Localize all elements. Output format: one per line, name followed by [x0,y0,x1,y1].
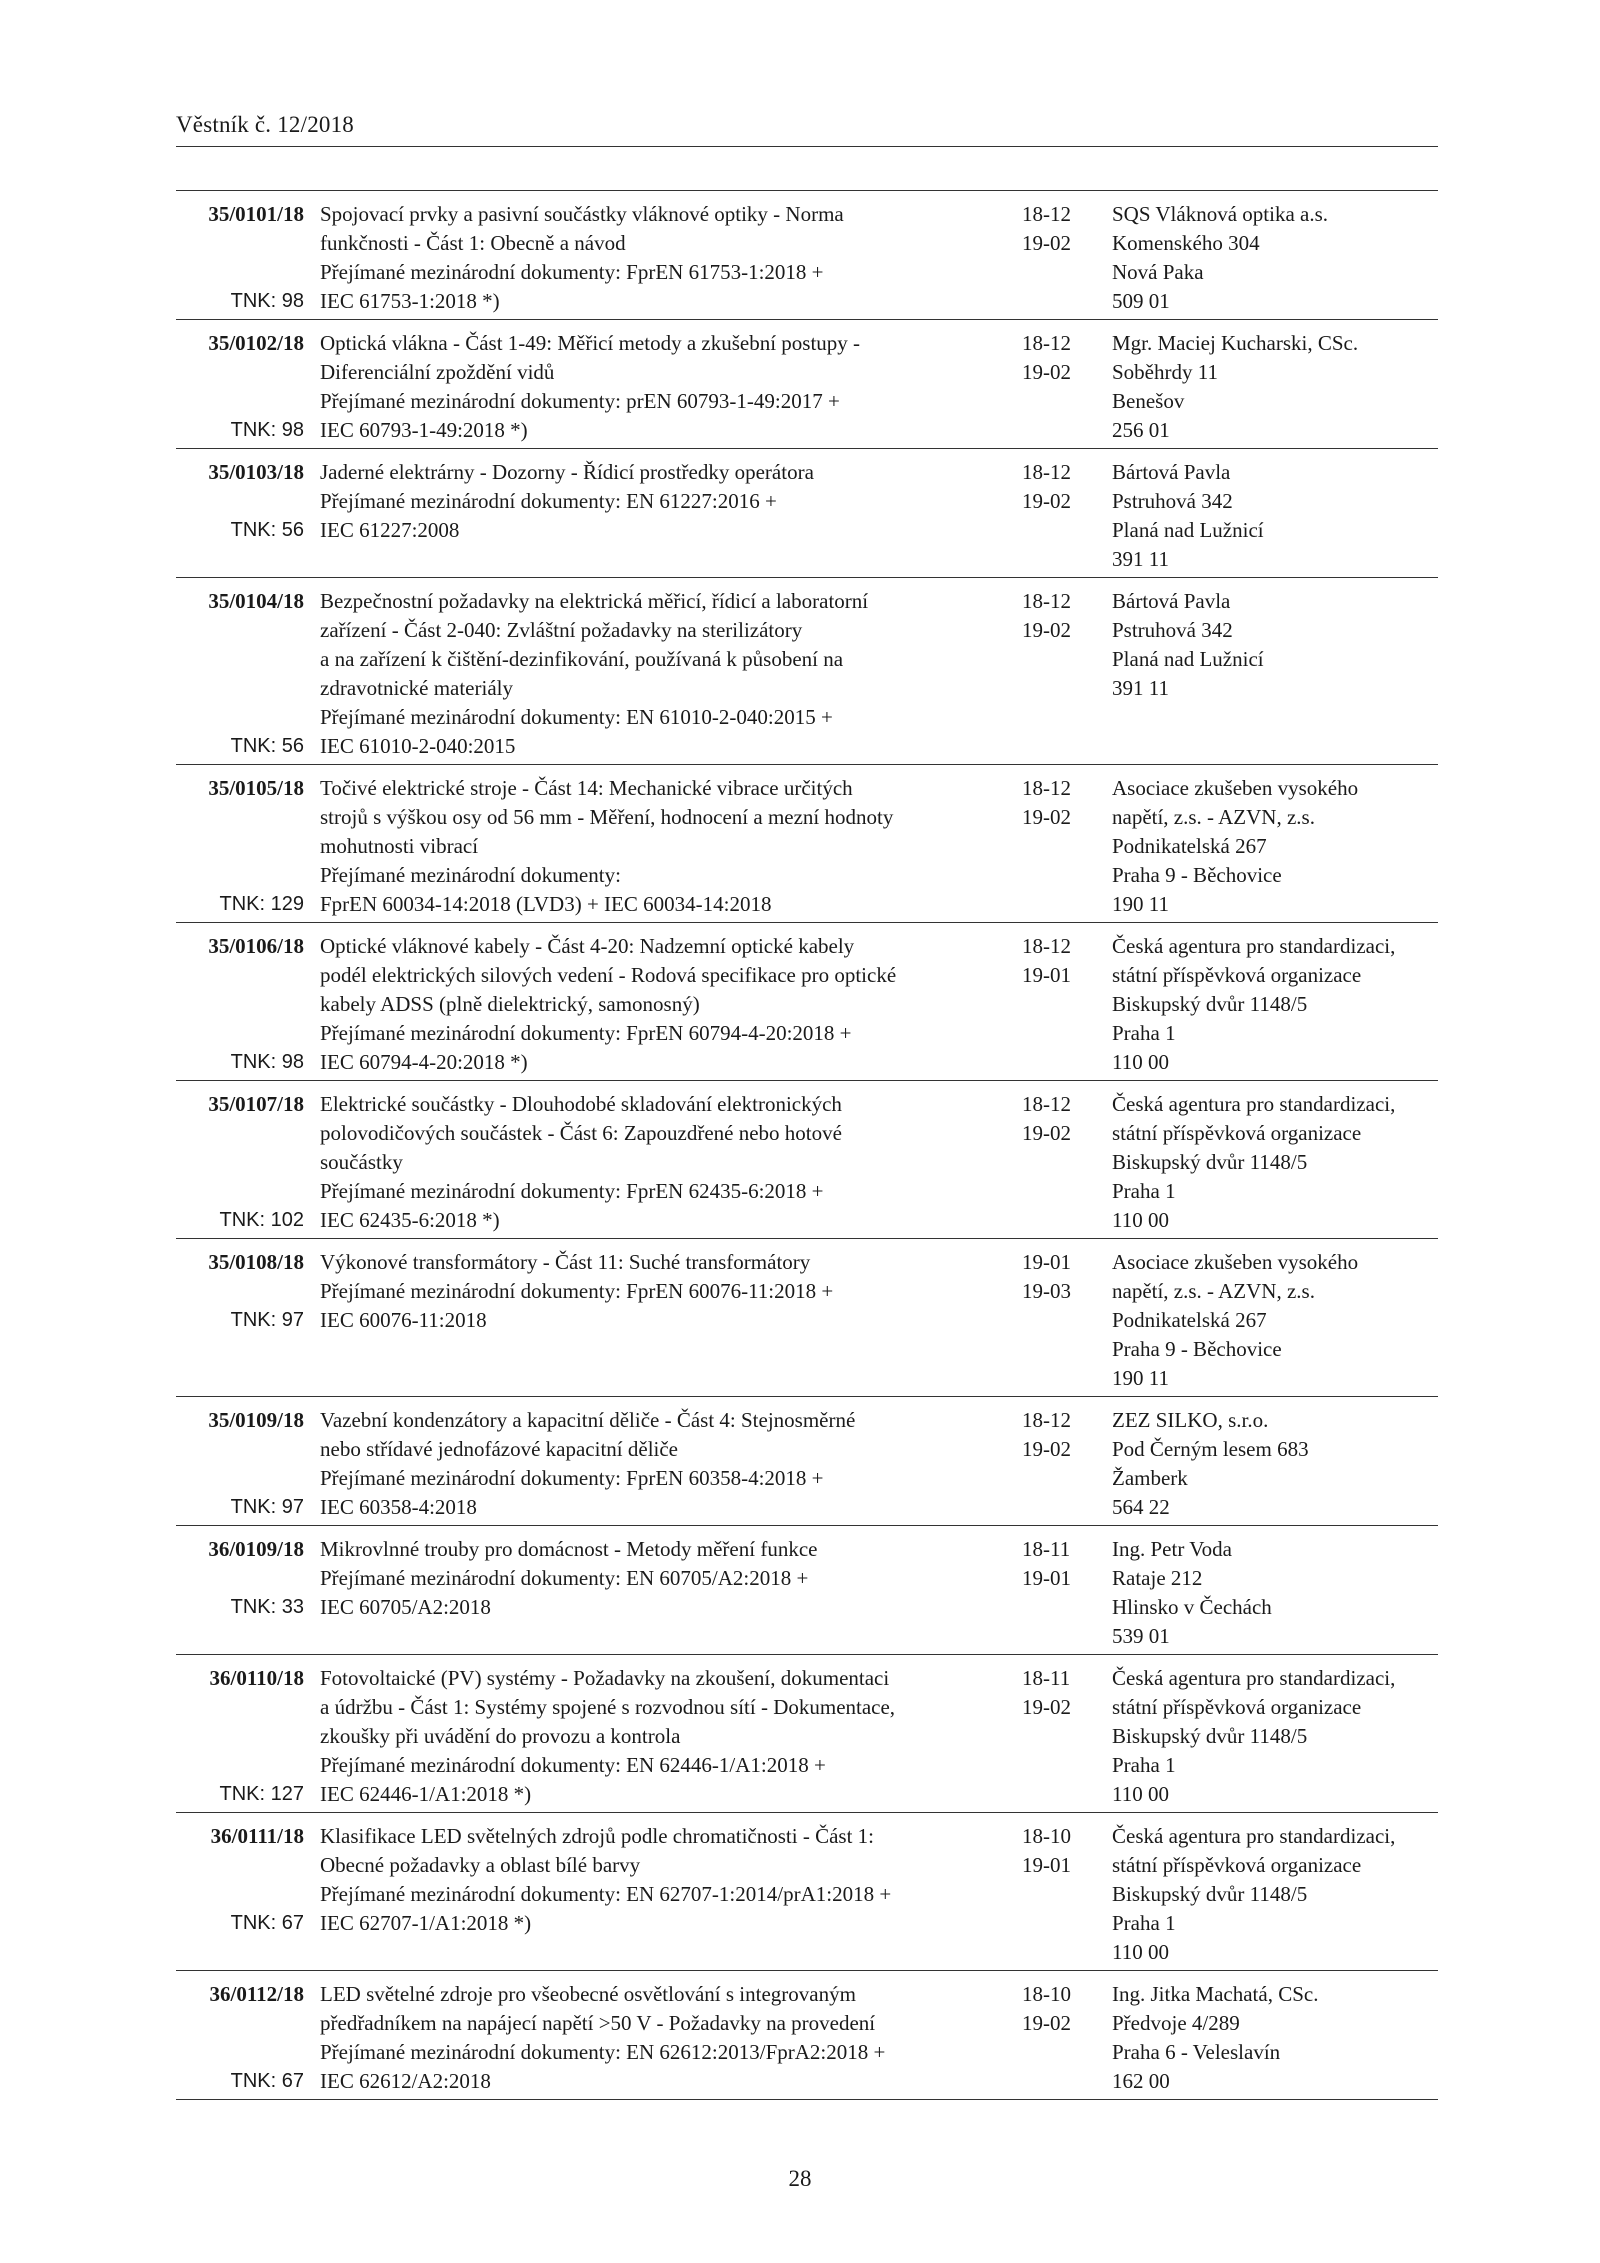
entry-processor-line: 564 22 [1112,1495,1170,1519]
entry-title-line: Přejímané mezinárodní dokumenty: EN 62707-1:2014/prA1:2018 + [320,1882,892,1906]
entry-title-cell [320,765,1022,923]
entry-date: 19-01 [1022,1853,1071,1877]
entry-processor-line: Česká agentura pro standardizaci, [1112,934,1396,958]
entry-title-line: Přejímané mezinárodní dokumenty: [320,863,621,887]
entry-dates-cell [1022,1239,1112,1397]
entry-tnk: TNK: 67 [230,2070,304,2092]
entry-title-line: nebo střídavé jednofázové kapacitní děliče [320,1437,679,1461]
entry-dates-cell [1022,191,1112,320]
entry-processor-line: 256 01 [1112,418,1170,442]
entry-title-line: zkoušky při uvádění do provozu a kontrola [320,1724,681,1748]
entry-date: 19-03 [1022,1279,1071,1303]
entry-title-line: Optické vláknové kabely - Část 4-20: Nadzemní optické kabely [320,934,855,958]
table-row [176,1655,1438,1813]
page-number: 28 [788,2166,812,2191]
entry-title-line: Točivé elektrické stroje - Část 14: Mechanické vibrace určitých [320,776,853,800]
entry-dates-cell [1022,1813,1112,1971]
entry-processor-line: 110 00 [1112,1940,1169,1964]
entry-title-line: Bezpečnostní požadavky na elektrická měřicí, řídicí a laboratorní [320,589,869,613]
entry-processor-cell [1112,320,1438,449]
entry-title-cell [320,191,1022,320]
entry-processor-line: 190 11 [1112,892,1169,916]
entry-date: 19-02 [1022,1437,1071,1461]
entry-id: 35/0105/18 [208,776,304,800]
entry-processor-line: Asociace zkušeben vysokého [1112,776,1359,800]
entry-date: 18-12 [1022,776,1071,800]
entry-processor-line: 190 11 [1112,1366,1169,1390]
entry-processor-cell [1112,578,1438,765]
entry-tnk: TNK: 98 [230,290,304,312]
entry-id-cell [176,449,320,578]
entry-processor-line: Česká agentura pro standardizaci, [1112,1666,1396,1690]
standards-table [176,190,1438,2100]
entry-processor-line: státní příspěvková organizace [1112,963,1362,987]
entry-title-cell [320,1813,1022,1971]
entry-id: 35/0102/18 [208,331,304,355]
entry-date: 18-11 [1022,1537,1071,1561]
entry-dates-cell [1022,1397,1112,1526]
entry-title-line: Optická vlákna - Část 1-49: Měřicí metody a zkušební postupy - [320,331,861,355]
entry-processor-line: Česká agentura pro standardizaci, [1112,1824,1396,1848]
entry-title-cell [320,578,1022,765]
entry-processor-line: ZEZ SILKO, s.r.o. [1112,1408,1269,1432]
entry-tnk: TNK: 56 [230,735,304,757]
table-row [176,1397,1438,1526]
entry-title-line: Přejímané mezinárodní dokumenty: FprEN 61753-1:2018 + [320,260,824,284]
entry-date: 18-12 [1022,331,1071,355]
entry-date: 19-02 [1022,360,1071,384]
table-row [176,923,1438,1081]
entry-dates-cell [1022,320,1112,449]
entry-title-line: Klasifikace LED světelných zdrojů podle chromatičnosti - Část 1: [320,1824,875,1848]
table-row [176,578,1438,765]
entry-id: 35/0109/18 [208,1408,304,1432]
entry-id-cell [176,1655,320,1813]
entry-processor-line: Žamberk [1112,1466,1188,1490]
entry-tnk: TNK: 127 [219,1783,304,1805]
entry-tnk: TNK: 97 [230,1309,304,1331]
entry-date: 18-12 [1022,202,1071,226]
entry-processor-line: 539 01 [1112,1624,1170,1648]
entry-title-line: IEC 60076-11:2018 [320,1308,487,1332]
entry-dates-cell [1022,1526,1112,1655]
entry-title-line: IEC 62612/A2:2018 [320,2069,491,2093]
entry-dates-cell [1022,765,1112,923]
entry-processor-line: SQS Vláknová optika a.s. [1112,202,1329,226]
entry-title-line: LED světelné zdroje pro všeobecné osvětlování s integrovaným [320,1982,856,2006]
entry-processor-line: 162 00 [1112,2069,1170,2093]
entry-date: 19-01 [1022,1250,1071,1274]
entry-processor-cell [1112,191,1438,320]
entry-processor-line: Planá nad Lužnicí [1112,518,1264,542]
entry-processor-line: Pstruhová 342 [1112,489,1233,513]
entry-title-line: IEC 61753-1:2018 *) [320,289,500,313]
entry-tnk: TNK: 129 [219,893,304,915]
entry-id: 35/0107/18 [208,1092,304,1116]
entry-title-line: IEC 62446-1/A1:2018 *) [320,1782,532,1806]
entry-tnk: TNK: 97 [230,1496,304,1518]
entry-title-line: předřadníkem na napájecí napětí >50 V - Požadavky na provedení [320,2011,876,2035]
table-row [176,320,1438,449]
entry-dates-cell [1022,1081,1112,1239]
entry-dates-cell [1022,1655,1112,1813]
entry-processor-cell [1112,765,1438,923]
entry-id-cell [176,1526,320,1655]
table-row [176,1239,1438,1397]
entry-date: 18-10 [1022,1982,1071,2006]
entry-date: 19-02 [1022,489,1071,513]
entry-processor-cell [1112,1655,1438,1813]
table-row [176,1526,1438,1655]
entry-processor-line: Praha 9 - Běchovice [1112,1337,1282,1361]
entry-id: 36/0111/18 [210,1824,304,1848]
entry-title-line: IEC 60358-4:2018 [320,1495,477,1519]
entry-id-cell [176,1081,320,1239]
entry-id-cell [176,923,320,1081]
entry-id: 36/0109/18 [208,1537,304,1561]
entry-processor-line: napětí, z.s. - AZVN, z.s. [1112,1279,1315,1303]
entry-processor-line: Praha 1 [1112,1911,1176,1935]
entry-processor-line: 509 01 [1112,289,1170,313]
entry-date: 19-02 [1022,1695,1071,1719]
entry-processor-line: Podnikatelská 267 [1112,834,1267,858]
entry-title-line: kabely ADSS (plně dielektrický, samonosný) [320,992,700,1016]
entry-date: 18-12 [1022,1408,1071,1432]
entry-title-line: Výkonové transformátory - Část 11: Suché transformátory [320,1250,811,1274]
entry-dates-cell [1022,1971,1112,2100]
entry-id: 36/0110/18 [209,1666,304,1690]
entry-title-line: IEC 60794-4-20:2018 *) [320,1050,528,1074]
entry-id-cell [176,578,320,765]
entry-title-line: Přejímané mezinárodní dokumenty: FprEN 60076-11:2018 + [320,1279,834,1303]
entry-processor-line: Praha 1 [1112,1179,1176,1203]
entry-tnk: TNK: 98 [230,419,304,441]
entry-title-cell [320,1081,1022,1239]
entry-processor-line: 110 00 [1112,1208,1169,1232]
entry-title-line: IEC 62435-6:2018 *) [320,1208,500,1232]
entry-title-line: Elektrické součástky - Dlouhodobé skladování elektronických [320,1092,842,1116]
entry-processor-cell [1112,1239,1438,1397]
entry-processor-line: Biskupský dvůr 1148/5 [1112,1150,1308,1174]
entry-title-line: Přejímané mezinárodní dokumenty: prEN 60793-1-49:2017 + [320,389,840,413]
entry-title-line: Mikrovlnné trouby pro domácnost - Metody měření funkce [320,1537,818,1561]
entry-date: 19-02 [1022,618,1071,642]
entry-title-line: podél elektrických silových vedení - Rodová specifikace pro optické [320,963,897,987]
entry-processor-line: státní příspěvková organizace [1112,1121,1362,1145]
entry-processor-line: Nová Paka [1112,260,1204,284]
entry-processor-line: Pstruhová 342 [1112,618,1233,642]
entry-title-cell [320,1971,1022,2100]
entry-title-line: Přejímané mezinárodní dokumenty: FprEN 60358-4:2018 + [320,1466,824,1490]
entry-id-cell [176,1239,320,1397]
entry-id: 35/0104/18 [208,589,304,613]
entry-processor-line: Mgr. Maciej Kucharski, CSc. [1112,331,1359,355]
entry-tnk: TNK: 33 [230,1596,304,1618]
entry-processor-line: Praha 1 [1112,1021,1176,1045]
entry-processor-line: Komenského 304 [1112,231,1260,255]
entry-dates-cell [1022,923,1112,1081]
entry-title-line: Přejímané mezinárodní dokumenty: EN 62612:2013/FprA2:2018 + [320,2040,886,2064]
standards-table-body [176,191,1438,2100]
entry-title-line: Jaderné elektrárny - Dozorny - Řídicí prostředky operátora [320,460,814,484]
entry-processor-line: Asociace zkušeben vysokého [1112,1250,1359,1274]
entry-title-cell [320,449,1022,578]
entry-processor-line: napětí, z.s. - AZVN, z.s. [1112,805,1315,829]
entry-id: 35/0101/18 [208,202,304,226]
entry-processor-cell [1112,923,1438,1081]
entry-title-line: Přejímané mezinárodní dokumenty: EN 61227:2016 + [320,489,777,513]
entry-processor-cell [1112,1397,1438,1526]
entry-id-cell [176,191,320,320]
entry-title-line: Přejímané mezinárodní dokumenty: EN 62446-1/A1:2018 + [320,1753,826,1777]
entry-processor-line: Biskupský dvůr 1148/5 [1112,1882,1308,1906]
entry-id: 36/0112/18 [209,1982,304,2006]
entry-title-line: Fotovoltaické (PV) systémy - Požadavky na zkoušení, dokumentaci [320,1666,890,1690]
entry-processor-cell [1112,1971,1438,2100]
entry-title-line: zařízení - Část 2-040: Zvláštní požadavky na sterilizátory [320,618,803,642]
entry-title-line: polovodičových součástek - Část 6: Zapouzdřené nebo hotové [320,1121,842,1145]
entry-tnk: TNK: 98 [230,1051,304,1073]
entry-date: 18-12 [1022,1092,1071,1116]
entry-processor-line: státní příspěvková organizace [1112,1853,1362,1877]
entry-title-line: Obecné požadavky a oblast bílé barvy [320,1853,641,1877]
entry-title-line: Přejímané mezinárodní dokumenty: EN 61010-2-040:2015 + [320,705,833,729]
entry-date: 19-02 [1022,1121,1071,1145]
entry-title-line: a na zařízení k čištění-dezinfikování, používaná k působení na [320,647,844,671]
entry-processor-cell [1112,1526,1438,1655]
entry-title-line: funkčnosti - Část 1: Obecně a návod [320,231,626,255]
entry-date: 19-01 [1022,963,1071,987]
table-row [176,1081,1438,1239]
table-row [176,1971,1438,2100]
entry-id-cell [176,765,320,923]
header-divider [176,146,1438,147]
entry-date: 19-02 [1022,231,1071,255]
entry-date: 18-12 [1022,589,1071,613]
entry-title-line: Přejímané mezinárodní dokumenty: EN 60705/A2:2018 + [320,1566,809,1590]
entry-tnk: TNK: 67 [230,1912,304,1934]
entry-title-line: zdravotnické materiály [320,676,513,700]
entry-date: 18-12 [1022,460,1071,484]
entry-dates-cell [1022,578,1112,765]
entry-title-line: a údržbu - Část 1: Systémy spojené s rozvodnou sítí - Dokumentace, [320,1695,896,1719]
entry-processor-line: Bártová Pavla [1112,460,1231,484]
entry-title-line: IEC 61010-2-040:2015 [320,734,516,758]
table-row [176,1813,1438,1971]
entry-processor-line: Podnikatelská 267 [1112,1308,1267,1332]
entry-title-cell [320,1397,1022,1526]
entry-date: 19-01 [1022,1566,1071,1590]
entry-processor-line: Předvoje 4/289 [1112,2011,1240,2035]
entry-processor-line: Praha 6 - Veleslavín [1112,2040,1281,2064]
entry-processor-line: Praha 1 [1112,1753,1176,1777]
entry-processor-line: Hlinsko v Čechách [1112,1595,1272,1619]
entry-processor-line: Soběhrdy 11 [1112,360,1218,384]
entry-date: 18-10 [1022,1824,1071,1848]
entry-id: 35/0106/18 [208,934,304,958]
entry-processor-cell [1112,449,1438,578]
entry-title-line: Vazební kondenzátory a kapacitní děliče - Část 4: Stejnosměrné [320,1408,856,1432]
entry-title-line: IEC 60705/A2:2018 [320,1595,491,1619]
entry-title-line: Přejímané mezinárodní dokumenty: FprEN 60794-4-20:2018 + [320,1021,852,1045]
entry-processor-line: Benešov [1112,389,1185,413]
entry-date: 19-02 [1022,805,1071,829]
entry-title-line: IEC 60793-1-49:2018 *) [320,418,528,442]
entry-title-line: součástky [320,1150,403,1174]
entry-title-line: Přejímané mezinárodní dokumenty: FprEN 62435-6:2018 + [320,1179,824,1203]
entry-processor-line: Planá nad Lužnicí [1112,647,1264,671]
entry-processor-line: státní příspěvková organizace [1112,1695,1362,1719]
entry-title-line: Spojovací prvky a pasivní součástky vláknové optiky - Norma [320,202,844,226]
entry-title-line: mohutnosti vibrací [320,834,479,858]
entry-processor-line: 110 00 [1112,1050,1169,1074]
table-row [176,765,1438,923]
entry-processor-line: Ing. Petr Voda [1112,1537,1232,1561]
entry-processor-line: 391 11 [1112,676,1169,700]
entry-processor-line: 110 00 [1112,1782,1169,1806]
table-row [176,449,1438,578]
entry-title-line: Diferenciální zpoždění vidů [320,360,555,384]
entry-title-line: FprEN 60034-14:2018 (LVD3) + IEC 60034-14:2018 [320,892,772,916]
entry-processor-line: Ing. Jitka Machatá, CSc. [1112,1982,1319,2006]
entry-date: 18-11 [1022,1666,1071,1690]
entry-title-cell [320,923,1022,1081]
entry-processor-line: Biskupský dvůr 1148/5 [1112,1724,1308,1748]
entry-processor-line: Česká agentura pro standardizaci, [1112,1092,1396,1116]
entry-date: 19-02 [1022,2011,1071,2035]
table-row [176,191,1438,320]
page-header-title: Věstník č. 12/2018 [176,112,354,137]
entry-title-cell [320,1526,1022,1655]
entry-processor-line: 391 11 [1112,547,1169,571]
entry-title-line: strojů s výškou osy od 56 mm - Měření, hodnocení a mezní hodnoty [320,805,894,829]
entry-id: 35/0103/18 [208,460,304,484]
entry-title-line: IEC 61227:2008 [320,518,460,542]
entry-title-cell [320,1655,1022,1813]
entry-processor-line: Pod Černým lesem 683 [1112,1437,1309,1461]
entry-processor-line: Rataje 212 [1112,1566,1203,1590]
entry-processor-line: Praha 9 - Běchovice [1112,863,1282,887]
entry-processor-line: Biskupský dvůr 1148/5 [1112,992,1308,1016]
entry-title-cell [320,1239,1022,1397]
entry-title-cell [320,320,1022,449]
entry-date: 18-12 [1022,934,1071,958]
entry-id-cell [176,1813,320,1971]
entry-dates-cell [1022,449,1112,578]
entry-title-line: IEC 62707-1/A1:2018 *) [320,1911,532,1935]
entry-id: 35/0108/18 [208,1250,304,1274]
entry-id-cell [176,1397,320,1526]
entry-processor-cell [1112,1813,1438,1971]
entry-processor-line: Bártová Pavla [1112,589,1231,613]
entry-tnk: TNK: 102 [219,1209,304,1231]
entry-id-cell [176,1971,320,2100]
entry-processor-cell [1112,1081,1438,1239]
entry-id-cell [176,320,320,449]
entry-tnk: TNK: 56 [230,519,304,541]
